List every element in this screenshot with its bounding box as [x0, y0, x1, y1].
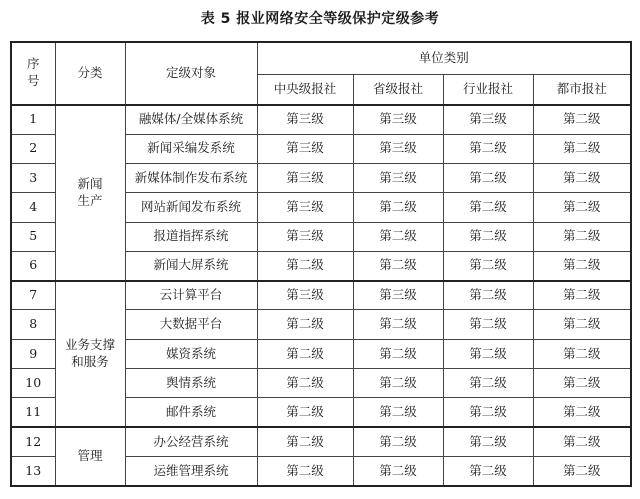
level-metro: 第二级 — [533, 222, 631, 251]
row-number: 8 — [11, 310, 55, 339]
level-central: 第二级 — [257, 310, 353, 339]
category-cell — [55, 427, 125, 486]
row-number: 5 — [11, 222, 55, 251]
level-central: 第二级 — [257, 457, 353, 486]
header-unit-provincial: 省级报社 — [353, 74, 443, 104]
level-central: 第二级 — [257, 427, 353, 456]
category-label-line: 和服务 — [71, 353, 109, 369]
row-number: 6 — [11, 251, 55, 280]
level-central: 第三级 — [257, 134, 353, 163]
level-central: 第三级 — [257, 281, 353, 310]
row-number: 2 — [11, 134, 55, 163]
category-cell — [55, 105, 125, 281]
grading-object: 新闻采编发系统 — [125, 134, 257, 163]
header-seq-line2: 号 — [26, 73, 40, 89]
category-label-line: 管理 — [77, 448, 103, 464]
level-metro: 第二级 — [533, 369, 631, 398]
level-central: 第三级 — [257, 222, 353, 251]
header-seq — [11, 42, 55, 105]
level-industry: 第二级 — [443, 251, 533, 280]
header-object: 定级对象 — [125, 42, 257, 105]
category-label-line: 业务支撑 — [64, 337, 115, 353]
category-cell — [55, 281, 125, 428]
row-number: 7 — [11, 281, 55, 310]
level-provincial: 第二级 — [353, 457, 443, 486]
level-provincial: 第二级 — [353, 339, 443, 368]
row-number: 13 — [11, 457, 55, 486]
level-central: 第二级 — [257, 339, 353, 368]
level-central: 第三级 — [257, 105, 353, 134]
table-row — [11, 281, 631, 310]
row-number: 11 — [11, 398, 55, 427]
level-metro: 第二级 — [533, 163, 631, 192]
row-number: 10 — [11, 369, 55, 398]
table-row — [11, 105, 631, 134]
grading-object: 办公经营系统 — [125, 427, 257, 456]
level-metro: 第二级 — [533, 193, 631, 222]
level-metro: 第二级 — [533, 339, 631, 368]
level-provincial: 第三级 — [353, 281, 443, 310]
row-number: 12 — [11, 427, 55, 456]
level-provincial: 第二级 — [353, 427, 443, 456]
row-number: 4 — [11, 193, 55, 222]
level-industry: 第二级 — [443, 339, 533, 368]
level-industry: 第二级 — [443, 134, 533, 163]
level-industry: 第二级 — [443, 398, 533, 427]
category-label-line: 生产 — [77, 192, 103, 208]
level-provincial: 第二级 — [353, 398, 443, 427]
level-metro: 第二级 — [533, 427, 631, 456]
grading-object: 媒资系统 — [125, 339, 257, 368]
row-number: 9 — [11, 339, 55, 368]
header-category: 分类 — [55, 42, 125, 105]
level-metro: 第二级 — [533, 398, 631, 427]
grading-object: 舆情系统 — [125, 369, 257, 398]
category-label-line: 新闻 — [77, 175, 103, 191]
header-unit-industry: 行业报社 — [443, 74, 533, 104]
grading-object: 大数据平台 — [125, 310, 257, 339]
grading-object: 运维管理系统 — [125, 457, 257, 486]
grading-object: 邮件系统 — [125, 398, 257, 427]
level-provincial: 第三级 — [353, 134, 443, 163]
level-central: 第二级 — [257, 251, 353, 280]
row-number: 3 — [11, 163, 55, 192]
level-central: 第三级 — [257, 163, 353, 192]
grading-object: 新闻大屏系统 — [125, 251, 257, 280]
level-metro: 第二级 — [533, 281, 631, 310]
table-caption: 表 5 报业网络安全等级保护定级参考 — [200, 11, 440, 27]
level-industry: 第二级 — [443, 369, 533, 398]
level-industry: 第二级 — [443, 427, 533, 456]
level-industry: 第三级 — [443, 105, 533, 134]
header-unit-metro: 都市报社 — [533, 74, 631, 104]
level-metro: 第二级 — [533, 310, 631, 339]
grading-reference-table — [10, 41, 632, 487]
level-provincial: 第二级 — [353, 193, 443, 222]
row-number: 1 — [11, 105, 55, 134]
level-industry: 第二级 — [443, 222, 533, 251]
level-provincial: 第二级 — [353, 222, 443, 251]
level-metro: 第二级 — [533, 105, 631, 134]
level-industry: 第二级 — [443, 310, 533, 339]
header-unit-type: 单位类别 — [257, 42, 631, 74]
grading-object: 报道指挥系统 — [125, 222, 257, 251]
grading-object: 网站新闻发布系统 — [125, 193, 257, 222]
header-seq-line1: 序 — [26, 56, 40, 72]
level-provincial: 第二级 — [353, 251, 443, 280]
level-industry: 第二级 — [443, 163, 533, 192]
level-central: 第二级 — [257, 369, 353, 398]
level-provincial: 第三级 — [353, 163, 443, 192]
grading-object: 新媒体制作发布系统 — [125, 163, 257, 192]
header-unit-central: 中央级报社 — [257, 74, 353, 104]
level-metro: 第二级 — [533, 251, 631, 280]
grading-object: 云计算平台 — [125, 281, 257, 310]
grading-object: 融媒体/全媒体系统 — [125, 105, 257, 134]
level-provincial: 第二级 — [353, 369, 443, 398]
table-row — [11, 427, 631, 456]
level-central: 第二级 — [257, 398, 353, 427]
level-provincial: 第二级 — [353, 310, 443, 339]
level-metro: 第二级 — [533, 134, 631, 163]
level-metro: 第二级 — [533, 457, 631, 486]
level-provincial: 第三级 — [353, 105, 443, 134]
level-industry: 第二级 — [443, 457, 533, 486]
level-industry: 第二级 — [443, 193, 533, 222]
level-central: 第三级 — [257, 193, 353, 222]
level-industry: 第二级 — [443, 281, 533, 310]
